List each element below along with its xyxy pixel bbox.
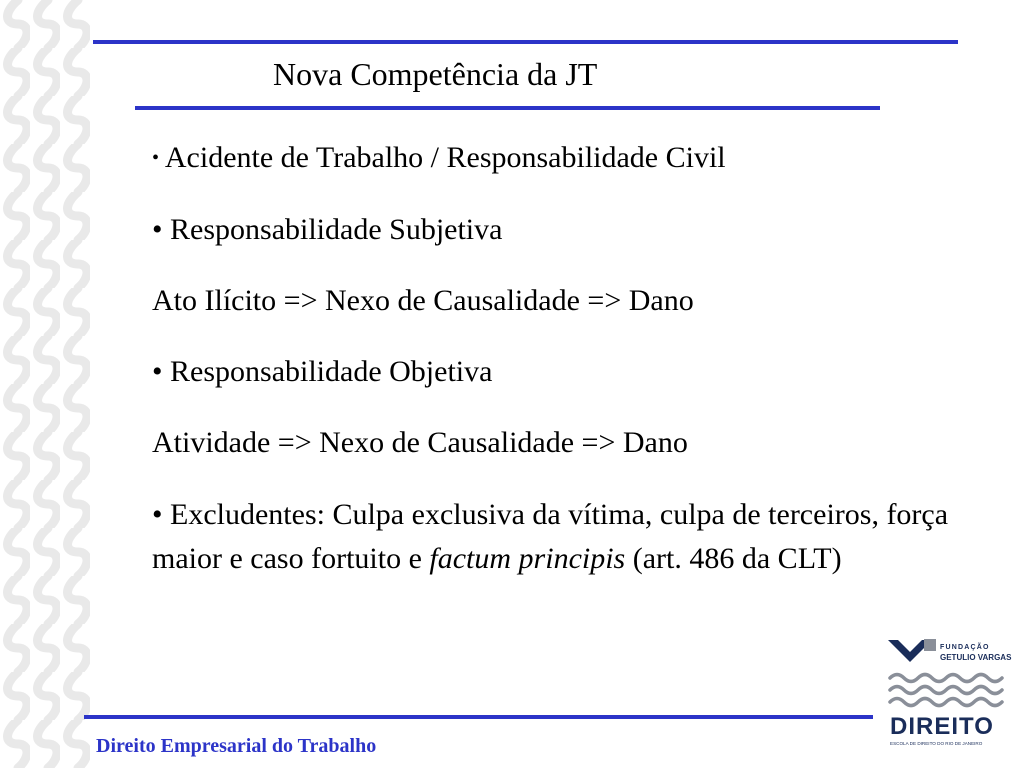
bullet-text: Responsabilidade Objetiva <box>170 355 493 388</box>
bullet-mark: • <box>152 355 163 388</box>
logo-line-1: FUNDAÇÃO <box>940 644 990 651</box>
wave-icon <box>890 675 1002 706</box>
fgv-direito-logo <box>882 636 1012 748</box>
bullet-text: (art. 486 da CLT) <box>625 542 842 575</box>
top-rule <box>93 40 958 44</box>
title-underline <box>135 106 880 110</box>
logo-subtitle: ESCOLA DE DIREITO DO RIO DE JANEIRO <box>890 741 983 746</box>
slide-body <box>152 137 967 581</box>
bullet-mark: • <box>152 498 163 531</box>
bullet-item <box>152 137 967 179</box>
body-line <box>152 422 967 463</box>
bullet-text: Excludentes: Culpa exclusiva da vítima, culpa de terceiros, força maior e caso fortuito e <box>152 498 949 575</box>
decorative-wave-pattern <box>0 0 90 768</box>
bullet-text: Responsabilidade Subjetiva <box>170 213 503 246</box>
bullet-item <box>152 209 967 250</box>
body-text: Ato Ilícito => Nexo de Causalidade => Dano <box>152 284 694 317</box>
body-line <box>152 280 967 321</box>
bullet-mark: • <box>152 147 160 169</box>
bullet-item <box>152 351 967 392</box>
bullet-item <box>152 493 967 581</box>
logo-line-2: GETULIO VARGAS <box>940 653 1012 662</box>
logo-main-text: DIREITO <box>890 713 994 740</box>
slide-title: Nova Competência da JT <box>273 56 598 92</box>
italic-term: factum principis <box>429 542 626 575</box>
body-text: Atividade => Nexo de Causalidade => Dano <box>152 426 688 459</box>
footer-text: Direito Empresarial do Trabalho <box>96 735 377 757</box>
bullet-mark: • <box>152 213 163 246</box>
bullet-text: Acidente de Trabalho / Responsabilidade Civil <box>164 141 726 174</box>
footer-rule <box>84 715 873 719</box>
